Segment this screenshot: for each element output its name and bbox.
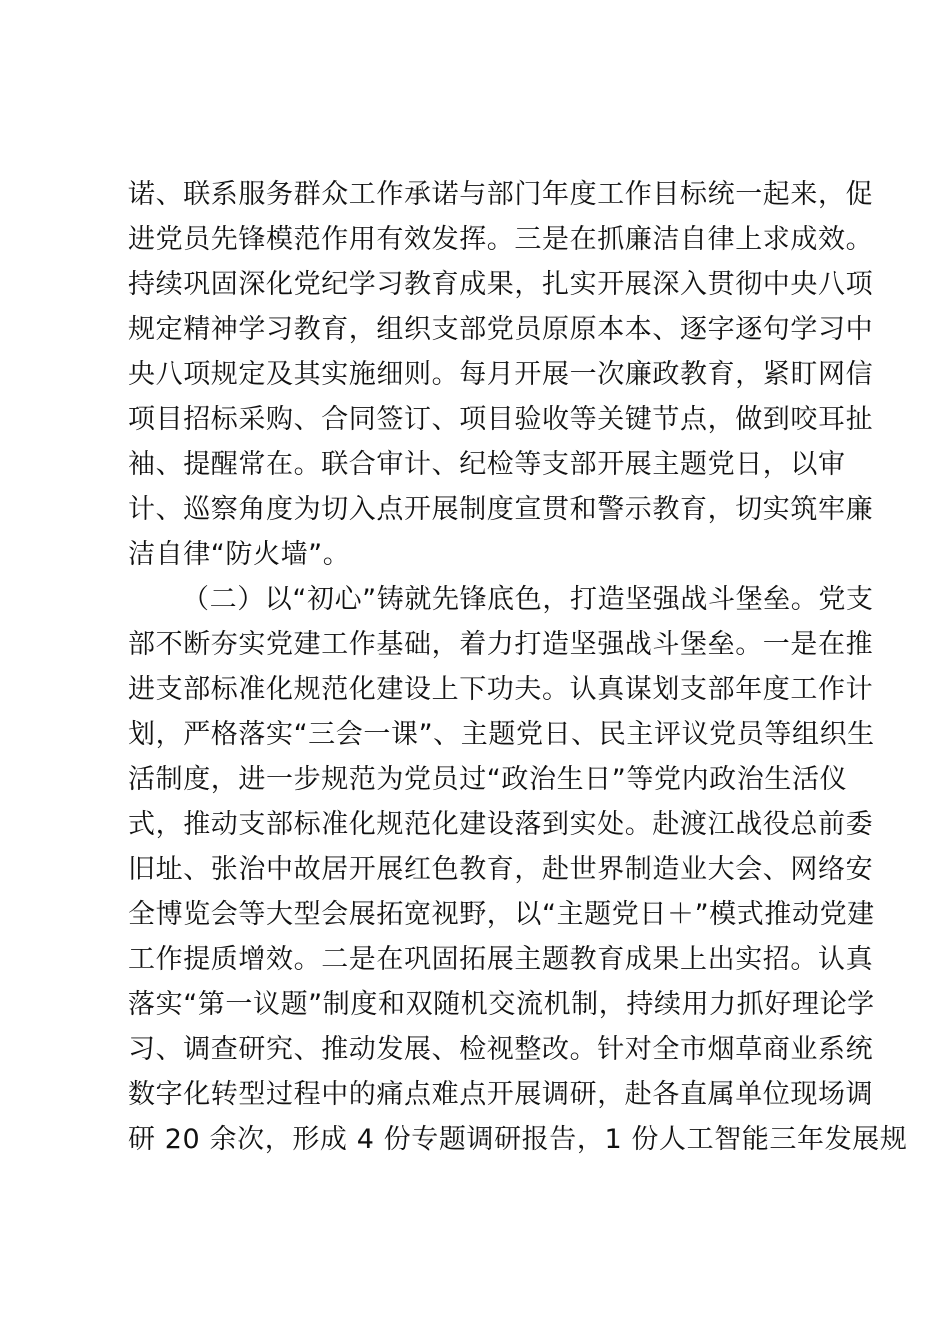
text-line: 工作提质增效。二是在巩固拓展主题教育成果上出实招。认真 bbox=[128, 944, 874, 975]
text-line: 式，推动支部标准化规范化建设落到实处。赴渡江战役总前委 bbox=[128, 809, 874, 840]
section-heading-line: （二）以“初心”铸就先锋底色，打造坚强战斗堡垒。党支 bbox=[182, 584, 874, 615]
text-line: 进党员先锋模范作用有效发挥。三是在抓廉洁自律上求成效。 bbox=[128, 224, 874, 255]
text-line: 袖、提醒常在。联合审计、纪检等支部开展主题党日，以审 bbox=[128, 449, 846, 480]
text-line: 部不断夯实党建工作基础，着力打造坚强战斗堡垒。一是在推 bbox=[128, 629, 874, 660]
body-text bbox=[128, 172, 908, 1162]
text-line: 项目招标采购、合同签订、项目验收等关键节点，做到咬耳扯 bbox=[128, 404, 874, 435]
text-line: 旧址、张治中故居开展红色教育，赴世界制造业大会、网络安 bbox=[128, 854, 874, 885]
text-line: 诺、联系服务群众工作承诺与部门年度工作目标统一起来，促 bbox=[128, 179, 874, 210]
text-line: 活制度，进一步规范为党员过“政治生日”等党内政治生活仪 bbox=[128, 764, 848, 795]
text-line: 划，严格落实“三会一课”、主题党日、民主评议党员等组织生 bbox=[128, 719, 875, 750]
text-line: 落实“第一议题”制度和双随机交流机制，持续用力抓好理论学 bbox=[128, 989, 875, 1020]
text-line: 研 20 余次，形成 4 份专题调研报告，1 份人工智能三年发展规 bbox=[128, 1124, 908, 1155]
text-line: 计、巡察角度为切入点开展制度宣贯和警示教育，切实筑牢廉 bbox=[128, 494, 874, 525]
text-line: 央八项规定及其实施细则。每月开展一次廉政教育，紧盯网信 bbox=[128, 359, 874, 390]
text-line: 全博览会等大型会展拓宽视野，以“主题党日＋”模式推动党建 bbox=[128, 899, 875, 930]
text-line: 洁自律“防火墙”。 bbox=[128, 539, 351, 570]
text-line: 习、调查研究、推动发展、检视整改。针对全市烟草商业系统 bbox=[128, 1034, 874, 1065]
text-line: 进支部标准化规范化建设上下功夫。认真谋划支部年度工作计 bbox=[128, 674, 874, 705]
text-line: 持续巩固深化党纪学习教育成果，扎实开展深入贯彻中央八项 bbox=[128, 269, 874, 300]
text-line: 数字化转型过程中的痛点难点开展调研，赴各直属单位现场调 bbox=[128, 1079, 874, 1110]
text-line: 规定精神学习教育，组织支部党员原原本本、逐字逐句学习中 bbox=[128, 314, 874, 345]
